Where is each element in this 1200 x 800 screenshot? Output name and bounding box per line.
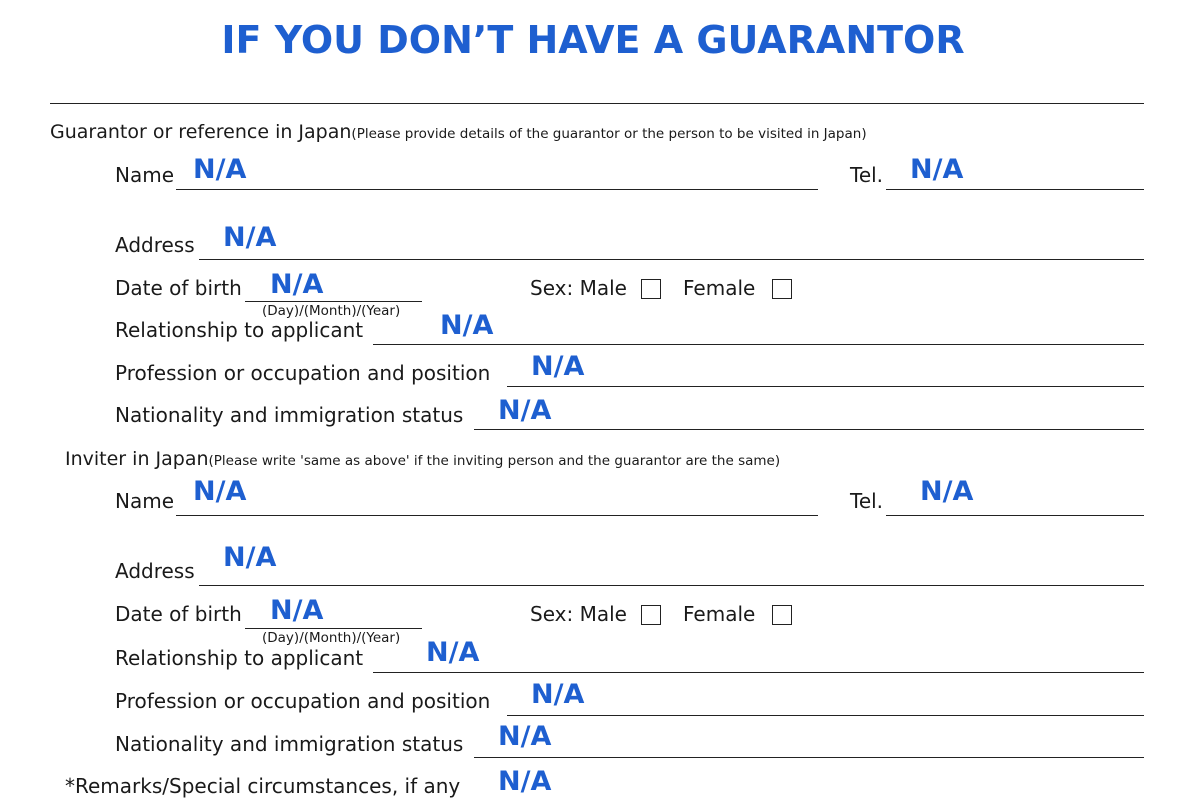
guarantor-sex-female-checkbox[interactable] (772, 279, 792, 299)
guarantor-profession-label: Profession or occupation and position (115, 361, 491, 385)
inviter-name-label: Name (115, 489, 175, 513)
guarantor-dob-field[interactable]: N/A (270, 269, 324, 300)
inviter-address-line (199, 585, 1144, 586)
inviter-dob-label: Date of birth (115, 602, 242, 626)
inviter-profession-line (507, 715, 1144, 716)
guarantor-sex-male-checkbox[interactable] (641, 279, 661, 299)
guarantor-tel-line (886, 189, 1144, 190)
guarantor-tel-label: Tel. (850, 163, 884, 187)
title-divider (50, 103, 1144, 104)
inviter-heading: Inviter in Japan (65, 448, 209, 470)
guarantor-sex-male-label: Sex: Male (530, 276, 627, 300)
inviter-relationship-label: Relationship to applicant (115, 646, 364, 670)
inviter-sex-female-checkbox[interactable] (772, 605, 792, 625)
guarantor-name-line (176, 189, 818, 190)
inviter-name-field[interactable]: N/A (193, 476, 247, 507)
guarantor-nationality-field[interactable]: N/A (498, 395, 552, 426)
inviter-note: (Please write 'same as above' if the inviting person and the guarantor are the same) (208, 453, 781, 469)
guarantor-relationship-field[interactable]: N/A (440, 310, 494, 341)
guarantor-sex-female-label: Female (683, 276, 756, 300)
inviter-section-heading (65, 448, 780, 470)
inviter-name-line (176, 515, 818, 516)
inviter-address-field[interactable]: N/A (223, 542, 277, 573)
inviter-dob-format: (Day)/(Month)/(Year) (262, 630, 401, 646)
guarantor-profession-field[interactable]: N/A (531, 351, 585, 382)
inviter-sex-male-label: Sex: Male (530, 602, 627, 626)
guarantor-address-line (199, 259, 1144, 260)
inviter-tel-field[interactable]: N/A (920, 476, 974, 507)
guarantor-dob-line (245, 301, 422, 302)
inviter-nationality-line (474, 757, 1144, 758)
guarantor-profession-line (507, 386, 1144, 387)
inviter-relationship-line (373, 672, 1144, 673)
guarantor-dob-format: (Day)/(Month)/(Year) (262, 303, 401, 319)
inviter-dob-line (245, 628, 422, 629)
guarantor-nationality-line (474, 429, 1144, 430)
guarantor-note: (Please provide details of the guarantor or the person to be visited in Japan) (351, 126, 867, 142)
inviter-nationality-field[interactable]: N/A (498, 721, 552, 752)
remarks-label: *Remarks/Special circumstances, if any (65, 774, 461, 798)
inviter-relationship-field[interactable]: N/A (426, 637, 480, 668)
guarantor-address-field[interactable]: N/A (223, 222, 277, 253)
guarantor-tel-field[interactable]: N/A (910, 154, 964, 185)
inviter-tel-line (886, 515, 1144, 516)
inviter-dob-field[interactable]: N/A (270, 595, 324, 626)
guarantor-relationship-label: Relationship to applicant (115, 318, 364, 342)
guarantor-address-label: Address (115, 233, 195, 257)
guarantor-nationality-label: Nationality and immigration status (115, 403, 464, 427)
inviter-sex-male-checkbox[interactable] (641, 605, 661, 625)
inviter-profession-field[interactable]: N/A (531, 679, 585, 710)
remarks-field[interactable]: N/A (498, 766, 552, 797)
guarantor-name-field[interactable]: N/A (193, 154, 247, 185)
inviter-tel-label: Tel. (850, 489, 884, 513)
guarantor-relationship-line (373, 344, 1144, 345)
inviter-profession-label: Profession or occupation and position (115, 689, 491, 713)
page-title: IF YOU DON’T HAVE A GUARANTOR (221, 18, 965, 62)
guarantor-dob-label: Date of birth (115, 276, 242, 300)
guarantor-section-heading (50, 121, 867, 143)
guarantor-heading: Guarantor or reference in Japan (50, 121, 352, 143)
inviter-nationality-label: Nationality and immigration status (115, 732, 464, 756)
guarantor-name-label: Name (115, 163, 175, 187)
inviter-address-label: Address (115, 559, 195, 583)
inviter-sex-female-label: Female (683, 602, 756, 626)
